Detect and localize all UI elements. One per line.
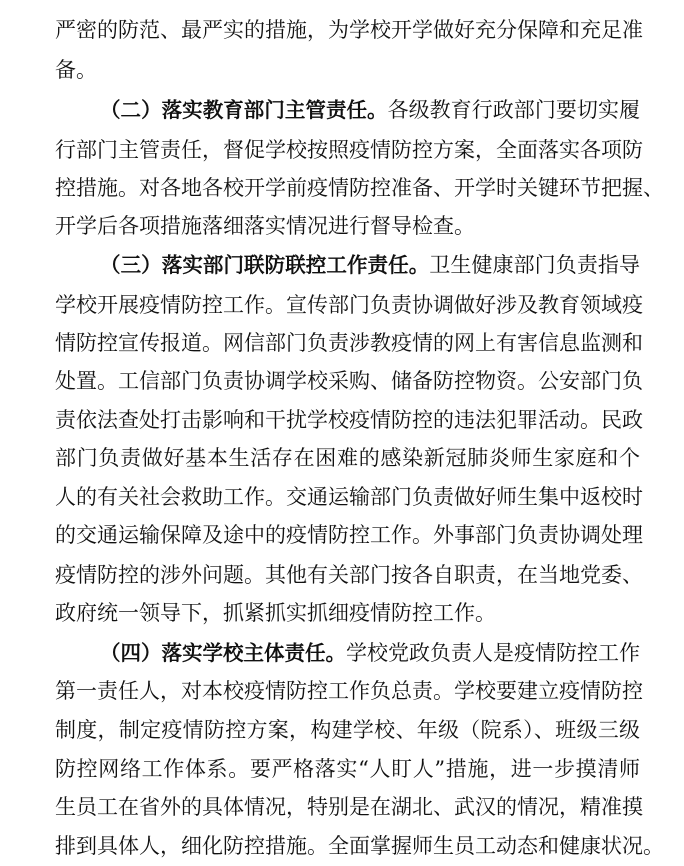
paragraph-text: 排到具体人，细化防控措施。全面掌握师生员工动态和健康状况。 (55, 834, 664, 858)
paragraph-text: 部门负责做好基本生活存在困难的感染新冠肺炎师生家庭和个 (55, 446, 640, 470)
paragraph-text: 学校党政负责人是疫情防控工作 (346, 641, 640, 665)
document-line (0, 593, 684, 633)
paragraph-text: 生员工在省外的具体情况，特别是在湖北、武汉的情况，精准摸 (55, 795, 643, 819)
document-line (0, 285, 684, 325)
paragraph-text: 严密的防范、最严实的措施，为学校开学做好充分保障和充足准 (55, 18, 643, 42)
paragraph-text: 处置。工信部门负责协调学校采购、储备防控物资。公安部门负 (55, 369, 643, 393)
document-line (0, 515, 684, 555)
document-line (0, 50, 684, 90)
section-heading: （二）落实教育部门主管责任。 (100, 98, 388, 122)
document-line (0, 749, 684, 789)
document-line (0, 477, 684, 517)
paragraph-text: 政府统一领导下，抓紧抓实抓细疫情防控工作。 (55, 601, 496, 625)
paragraph-text: 情防控宣传报道。网信部门负责涉教疫情的网上有害信息监测和 (55, 331, 643, 355)
document-line (0, 10, 684, 50)
document-line (0, 710, 684, 750)
document-line (0, 671, 684, 711)
document-line (0, 168, 684, 208)
paragraph-text: 学校开展疫情防控工作。宣传部门负责协调做好涉及教育领域疫 (55, 293, 643, 317)
paragraph-text: 的交通运输保障及途中的疫情防控工作。外事部门负责协调处理 (55, 523, 643, 547)
document-line (0, 90, 684, 130)
paragraph-text: 第一责任人，对本校疫情防控工作负总责。学校要建立疫情防控 (55, 679, 643, 703)
document-line (0, 826, 684, 866)
document-line (0, 400, 684, 440)
paragraph-text: 开学后各项措施落细落实情况进行督导检查。 (55, 214, 475, 238)
document-line (0, 438, 684, 478)
document-line (0, 787, 684, 827)
paragraph-text: 责依法查处打击影响和干扰学校疫情防控的违法犯罪活动。民政 (55, 408, 643, 432)
document-line (0, 323, 684, 363)
document-line (0, 555, 684, 595)
paragraph-text: 备。 (55, 58, 97, 82)
document-line (0, 206, 684, 246)
paragraph-text: 行部门主管责任，督促学校按照疫情防控方案，全面落实各项防 (55, 138, 643, 162)
paragraph-text: 人的有关社会救助工作。交通运输部门负责做好师生集中返校时 (55, 485, 643, 509)
paragraph-text: 卫生健康部门负责指导 (429, 253, 641, 277)
document-line (0, 130, 684, 170)
paragraph-text: 防控网络工作体系。要严格落实“人盯人”措施，进一步摸清师 (55, 757, 640, 781)
document-line (0, 361, 684, 401)
paragraph-text: 制度，制定疫情防控方案，构建学校、年级（院系）、班级三级 (55, 718, 640, 742)
document-line (0, 245, 684, 285)
section-heading: （四）落实学校主体责任。 (100, 641, 346, 665)
paragraph-text: 疫情防控的涉外问题。其他有关部门按各自职责，在当地党委、 (55, 563, 643, 587)
paragraph-text: 各级教育行政部门要切实履 (387, 98, 641, 122)
section-heading: （三）落实部门联防联控工作责任。 (100, 253, 430, 277)
paragraph-text: 控措施。对各地各校开学前疫情防控准备、开学时关键环节把握、 (55, 176, 664, 200)
document-line (0, 633, 684, 673)
